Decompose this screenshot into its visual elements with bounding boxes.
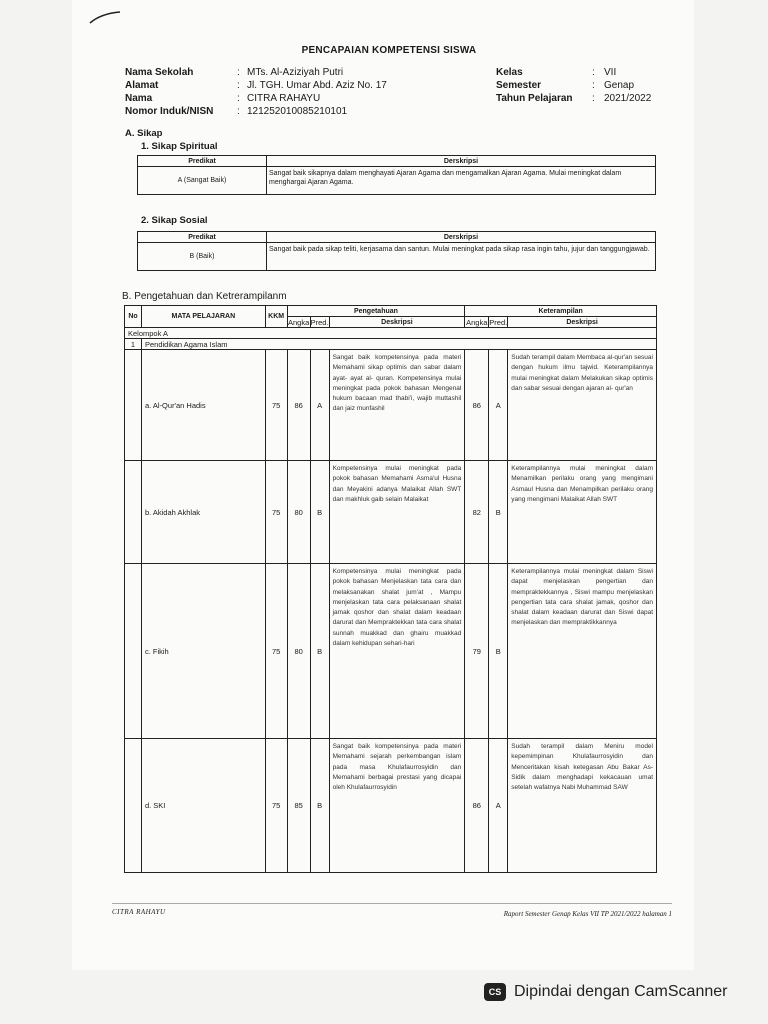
info-row: [496, 92, 651, 105]
section-a2-heading: 2. Sikap Sosial: [141, 215, 208, 226]
k-pred: A: [489, 350, 508, 461]
col-p-pred: Pred.: [310, 317, 329, 327]
identity-left: [125, 66, 387, 118]
spiritual-predikat: A (Sangat Baik): [138, 167, 267, 195]
k-deskripsi: Keterampilannya mulai meningkat dalam Siswi dapat menjelaskan pengertian dan mempraktekkannya , Siswi mampu menjelaskan pengertian tata cara shalat jamak, qoshor dan shalat dalam keadaan darurat dan Siswi dapat menjelaskan dan mempraktikkannya: [508, 564, 657, 739]
col-p-angka: Angka: [287, 317, 310, 327]
table-row: [125, 564, 657, 739]
p-pred: B: [310, 564, 329, 739]
col-k-pred: Pred.: [489, 317, 508, 327]
col-mapel: MATA PELAJARAN: [141, 306, 265, 328]
info-label: Nama: [125, 93, 153, 104]
sosial-table: [137, 231, 656, 271]
section-b-heading: B. Pengetahuan dan Ketrerampilanm: [122, 291, 287, 302]
info-row: [125, 79, 387, 92]
colon: :: [237, 67, 240, 78]
kkm: 75: [265, 461, 287, 564]
info-label: Semester: [496, 80, 542, 91]
identity-right: [496, 66, 651, 105]
p-angka: 80: [287, 461, 310, 564]
p-pred: A: [310, 350, 329, 461]
col-pengetahuan: Pengetahuan: [287, 306, 465, 317]
p-deskripsi: Sangat baik kompetensinya pada materi Memahami sikap optimis dan sabar dalam ayat- ayat al- quran. Kompetensinya mulai meningkat pada pokok bahasan Mengenal hukum bacaan mad thabi'i, wajib muttashil dan jaiz munfashil: [329, 350, 465, 461]
sosial-predikat: B (Baik): [138, 243, 267, 271]
info-value: 2021/2022: [604, 93, 652, 104]
col-no: No: [125, 306, 142, 328]
k-deskripsi: Sudah terampil dalam Membaca al-qur'an sesuai dengan hukum ilmu tajwid. Keterampilannya mulai meningkat dalam Melakukan sikap optimis dan sabar sesuai dengan ajaran al- qur'an: [508, 350, 657, 461]
subject-name: a. Al-Qur'an Hadis: [141, 350, 265, 461]
camscanner-logo-icon: CS: [484, 983, 506, 1001]
k-angka: 86: [465, 350, 489, 461]
k-angka: 86: [465, 739, 489, 873]
col-kkm: KKM: [265, 306, 287, 328]
k-pred: B: [489, 564, 508, 739]
colon: :: [237, 80, 240, 91]
colon: :: [237, 93, 240, 104]
col-predikat: Predikat: [138, 156, 267, 167]
colon: :: [592, 93, 595, 104]
camscanner-text: Dipindai dengan CamScanner: [514, 983, 728, 1000]
info-row: [496, 66, 651, 79]
info-value: CITRA RAHAYU: [247, 93, 321, 104]
p-pred: B: [310, 739, 329, 873]
footer-page-info: Raport Semester Genap Kelas VII TP 2021/2022 halaman 1: [503, 910, 672, 918]
k-deskripsi: Sudah terampil dalam Meniru model kepemimpinan Khulafaurrosyidin dan Menceritakan kisah ketegasan Abu Bakar As-Sidik dalam menghadapi kekacauan umat setelah wafatnya Nabi Muhammad SAW: [508, 739, 657, 873]
info-value: Jl. TGH. Umar Abd. Aziz No. 17: [247, 80, 387, 91]
camscanner-watermark: [484, 983, 727, 1001]
subject-name: c. Fikih: [141, 564, 265, 739]
info-label: Alamat: [125, 80, 159, 91]
col-k-deskripsi: Deskripsi: [508, 317, 657, 328]
k-angka: 79: [465, 564, 489, 739]
p-angka: 85: [287, 739, 310, 873]
info-value: VII: [604, 67, 617, 78]
spiritual-deskripsi: Sangat baik sikapnya dalam menghayati Ajaran Agama dan mengamalkan Ajaran Agama. Mulai meningkat dalam menghargai Ajaran Agama.: [267, 167, 656, 195]
subject-group-name: Pendidikan Agama Islam: [141, 339, 656, 350]
kkm: 75: [265, 350, 287, 461]
section-a-heading: A. Sikap: [125, 128, 163, 139]
k-deskripsi: Keterampilannya mulai meningkat dalam Menamilkan perilaku orang yang mengimani Asmaul Husna dan Menampilkan perilaku orang yang mengimani Malaikat Allah SWT: [508, 461, 657, 564]
footer-student: CITRA RAHAYU: [112, 908, 166, 916]
group-label: Kelompok A: [125, 328, 657, 339]
info-value: MTs. Al-Aziziyah Putri: [247, 67, 344, 78]
k-pred: B: [489, 461, 508, 564]
info-label: Nama Sekolah: [125, 67, 194, 78]
spiritual-table: [137, 155, 656, 195]
kkm: 75: [265, 564, 287, 739]
cell-empty: [125, 739, 142, 873]
col-predikat: Predikat: [138, 232, 267, 243]
subject-group-no: 1: [125, 339, 142, 350]
col-k-angka: Angka: [466, 317, 488, 327]
table-row: [125, 350, 657, 461]
cell-empty: [125, 564, 142, 739]
cell-empty: [125, 461, 142, 564]
info-label: Nomor Induk/NISN: [125, 106, 214, 117]
info-value: Genap: [604, 80, 635, 91]
info-row: [125, 66, 387, 79]
section-a1-heading: 1. Sikap Spiritual: [141, 141, 218, 152]
footer-divider: [112, 903, 672, 904]
k-angka: 82: [465, 461, 489, 564]
table-row: [125, 461, 657, 564]
page-title: PENCAPAIAN KOMPETENSI SISWA: [301, 45, 477, 56]
p-deskripsi: Sangat baik kompetensinya pada materi Memahami sejarah perkembangan islam pada masa Khulafaurrosyidin dan Memahami berbagai prestasi yang dicapai oleh Khulafaurrosyidin: [329, 739, 465, 873]
col-p-deskripsi: Deskripsi: [329, 317, 465, 328]
colon: :: [592, 67, 595, 78]
info-value: 121252010085210101: [247, 106, 348, 117]
table-row: [125, 739, 657, 873]
p-angka: 80: [287, 564, 310, 739]
colon: :: [237, 106, 240, 117]
info-label: Kelas: [496, 67, 523, 78]
subject-name: b. Akidah Akhlak: [141, 461, 265, 564]
colon: :: [592, 80, 595, 91]
info-row: [496, 79, 651, 92]
info-label: Tahun Pelajaran: [496, 93, 573, 104]
k-pred: A: [489, 739, 508, 873]
info-row: [125, 92, 387, 105]
p-pred: B: [310, 461, 329, 564]
p-angka: 86: [287, 350, 310, 461]
col-deskripsi: Derskripsi: [267, 232, 656, 243]
col-keterampilan: Keterampilan: [465, 306, 657, 317]
grades-table: [124, 305, 657, 873]
p-deskripsi: Kompetensinya mulai meningkat pada pokok bahasan Menjelaskan tata cara dan melaksanakan shalat jum'at , Mampu menjelaskan tata cara pelaksanaan shalat jamak qoshor dan shalat dalam keadaan darurat dan Mempraktekkan tata cara shalat sunnah muakkad dan ghairu muakkad dalam kehidupan sehari-hari: [329, 564, 465, 739]
kkm: 75: [265, 739, 287, 873]
info-row: [125, 105, 387, 118]
pen-mark: [88, 10, 122, 26]
col-deskripsi: Derskripsi: [267, 156, 656, 167]
sosial-deskripsi: Sangat baik pada sikap teliti, kerjasama dan santun. Mulai meningkat pada sikap rasa ingin tahu, jujur dan tanggungjawab.: [267, 243, 656, 271]
p-deskripsi: Kompetensinya mulai meningkat pada pokok bahasan Memahami Asma'ul Husna dan Meyakini adanya Malaikat Allah SWT dan makhluk gaib selain Malaikat: [329, 461, 465, 564]
cell-empty: [125, 350, 142, 461]
subject-name: d. SKI: [141, 739, 265, 873]
